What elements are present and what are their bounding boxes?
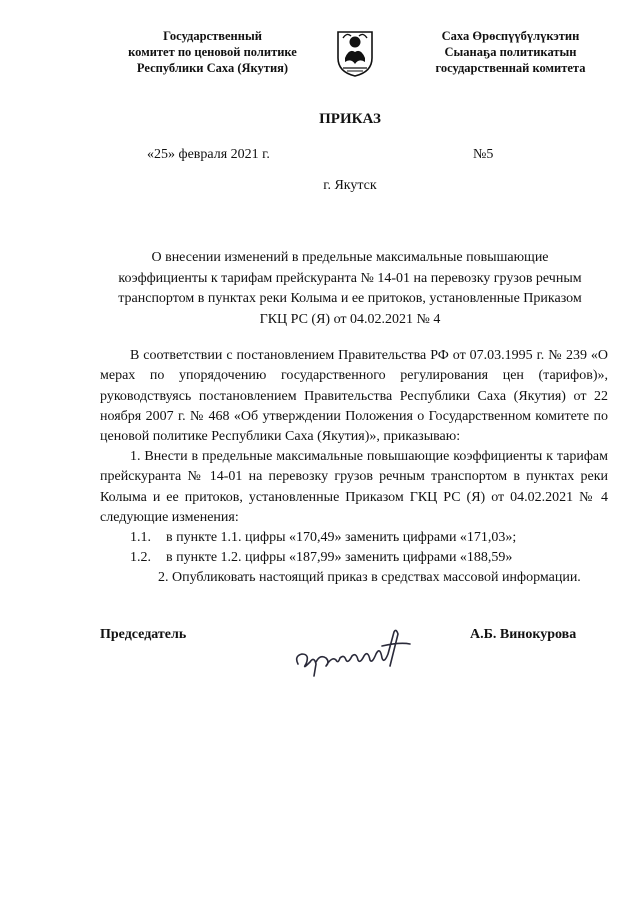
document-number: №5 (473, 147, 494, 162)
document-subject (90, 248, 610, 331)
subitem-text: в пункте 1.2. цифры «187,99» заменить цифрами «188,59» (166, 550, 513, 565)
order-item-1: 1. Внести в предельные максимальные повышающие коэффициенты к тарифам прейскуранта № 14-01 на перевозку грузов речным транспортом в пунктах реки Колыма и ее притоков, установленные Приказом ГКЦ РС (Я) от 04.02.2021 № 4 следующие изменения: (100, 449, 608, 525)
document-title: ПРИКАЗ (319, 111, 381, 127)
issuer-line: Республики Саха (Якутия) (136, 61, 289, 75)
subitem-number: 1.1. (130, 530, 151, 545)
sakha-republic-emblem-icon (335, 28, 375, 78)
issuer-name-russian (100, 28, 325, 76)
issuer-line: Сыанаҕа политикатын (444, 45, 577, 59)
order-item-2: 2. Опубликовать настоящий приказ в средствах массовой информации. (158, 570, 581, 585)
issuer-line: Государственный (163, 29, 262, 43)
signatory-position: Председатель (100, 627, 187, 642)
subject-line: транспортом в пунктах реки Колыма и ее притоков, установленные Приказом (118, 291, 582, 307)
subject-line: ГКЦ РС (Я) от 04.02.2021 № 4 (259, 312, 441, 328)
issuer-line: государственнай комитета (435, 61, 586, 75)
subject-line: О внесении изменений в предельные максимальные повышающие (151, 250, 549, 265)
signatory-name: А.Б. Винокурова (470, 627, 577, 642)
issuer-name-yakut (408, 28, 613, 76)
handwritten-signature (290, 620, 420, 680)
document-date: «25» февраля 2021 г. (147, 147, 270, 162)
subitem-number: 1.2. (130, 550, 151, 565)
document-city: г. Якутск (323, 178, 377, 193)
issuer-line: Саха Өрөспүүбүлүкэтин (441, 29, 580, 43)
subitem-text: в пункте 1.1. цифры «170,49» заменить цифрами «171,03»; (166, 530, 517, 545)
issuer-line: комитет по ценовой политике (128, 45, 297, 59)
subject-line: коэффициенты к тарифам прейскуранта № 14-01 на перевозку грузов речным (118, 270, 582, 286)
preamble-paragraph: В соответствии с постановлением Правительства РФ от 07.03.1995 г. № 239 «О мерах по упорядочению государственного регулирования цен (тарифов)», руководствуясь постановлением Правительства Республики Саха (Якутия) от 22 ноября 2007 г. № 468 «Об утверждении Положения о Государственном комитете по ценовой политике Республики Саха (Якутия)», приказываю: (100, 348, 608, 445)
